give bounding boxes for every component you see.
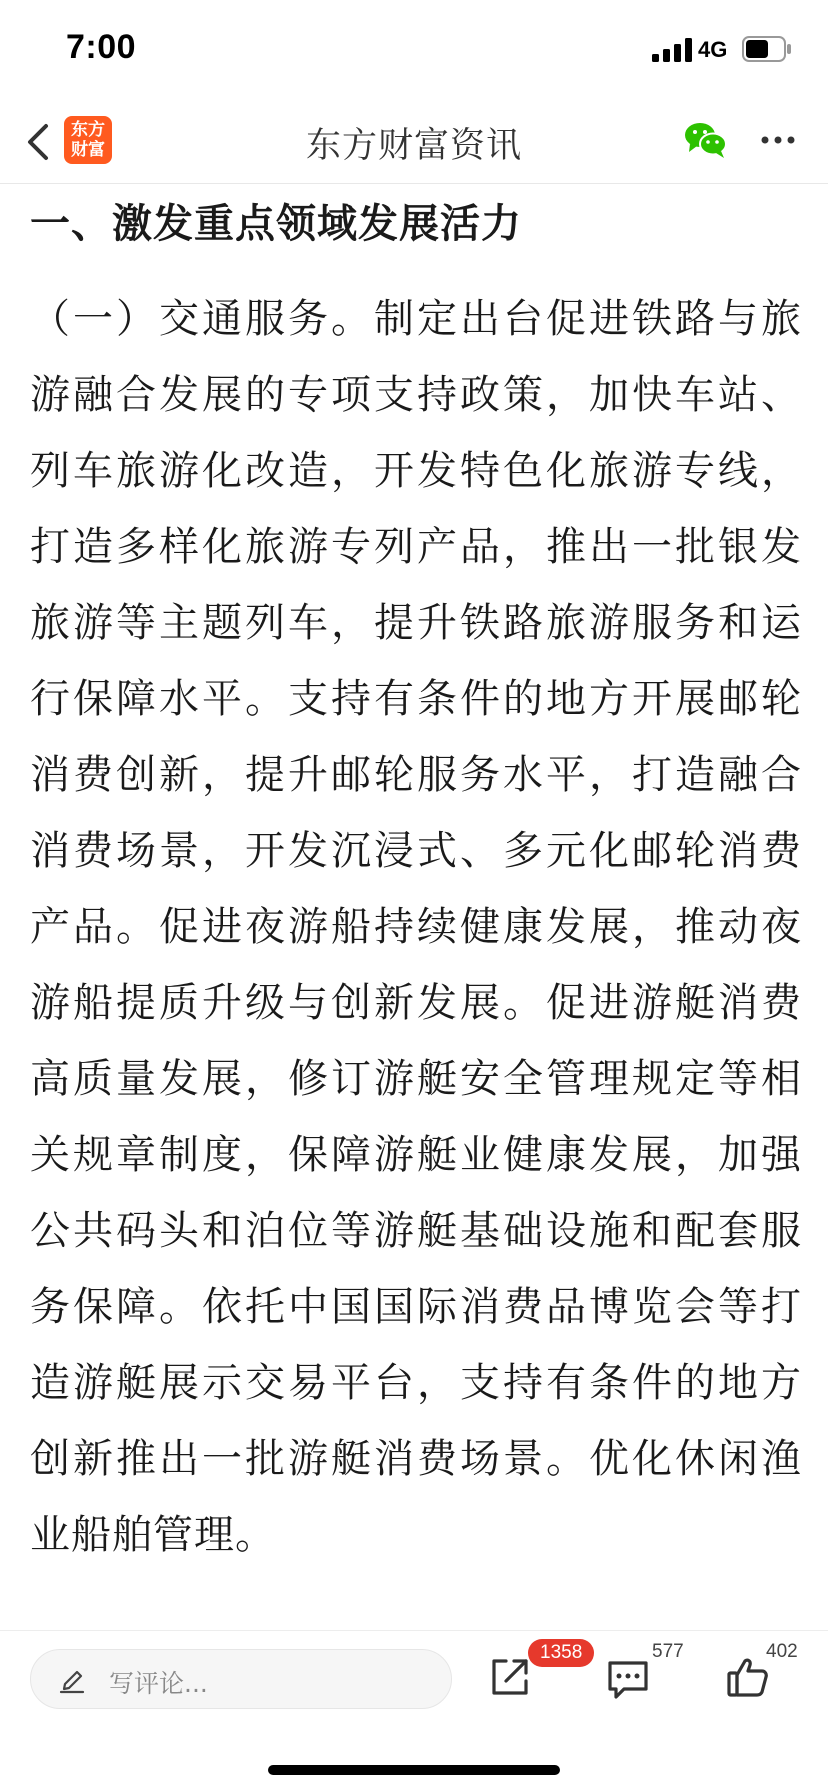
comment-input[interactable]: [30, 1649, 452, 1709]
like-count: 402: [766, 1641, 798, 1662]
comment-icon[interactable]: [604, 1655, 652, 1703]
battery-icon: [742, 36, 792, 62]
wechat-icon[interactable]: [684, 120, 728, 160]
more-icon[interactable]: [758, 120, 798, 160]
comment-count: 577: [652, 1641, 684, 1662]
thumbs-up-icon[interactable]: [724, 1653, 772, 1701]
home-indicator[interactable]: [268, 1765, 560, 1775]
status-bar: [0, 0, 828, 100]
share-icon[interactable]: [486, 1653, 534, 1701]
pen-icon: [57, 1664, 87, 1694]
comment-placeholder: 写评论...: [109, 1669, 208, 1698]
network-type: 4G: [698, 37, 728, 62]
signal-icon: [652, 38, 692, 62]
bottom-action-bar: [0, 1630, 828, 1792]
logo-text-top: 东方: [71, 120, 105, 140]
share-count-badge: 1358: [528, 1639, 594, 1667]
article-body: [30, 184, 802, 1630]
status-time: 7:00: [66, 28, 137, 66]
article-paragraph: （一）交通服务。制定出台促进铁路与旅游融合发展的专项支持政策，加快车站、列车旅游化改造，开发特色化旅游专线，打造多样化旅游专列产品，推出一批银发旅游等主题列车，提升铁路旅游服务和运行保障水平。支持有条件的地方开展邮轮消费创新，提升邮轮服务水平，打造融合消费场景，开发沉浸式、多元化邮轮消费产品。促进夜游船持续健康发展，推动夜游船提质升级与创新发展。促进游艇消费高质量发展，修订游艇安全管理规定等相关规章制度，保障游艇业健康发展，加强公共码头和泊位等游艇基础设施和配套服务保障。依托中国国际消费品博览会等打造游艇展示交易平台，支持有条件的地方创新推出一批游艇消费场景。优化休闲渔业船舶管理。: [30, 296, 802, 1558]
nav-bar: [0, 100, 828, 184]
page-title: 东方财富资讯: [305, 126, 522, 166]
section-heading: 一、激发重点领域发展活力: [30, 201, 522, 247]
logo-text-bottom: 财富: [71, 140, 105, 160]
